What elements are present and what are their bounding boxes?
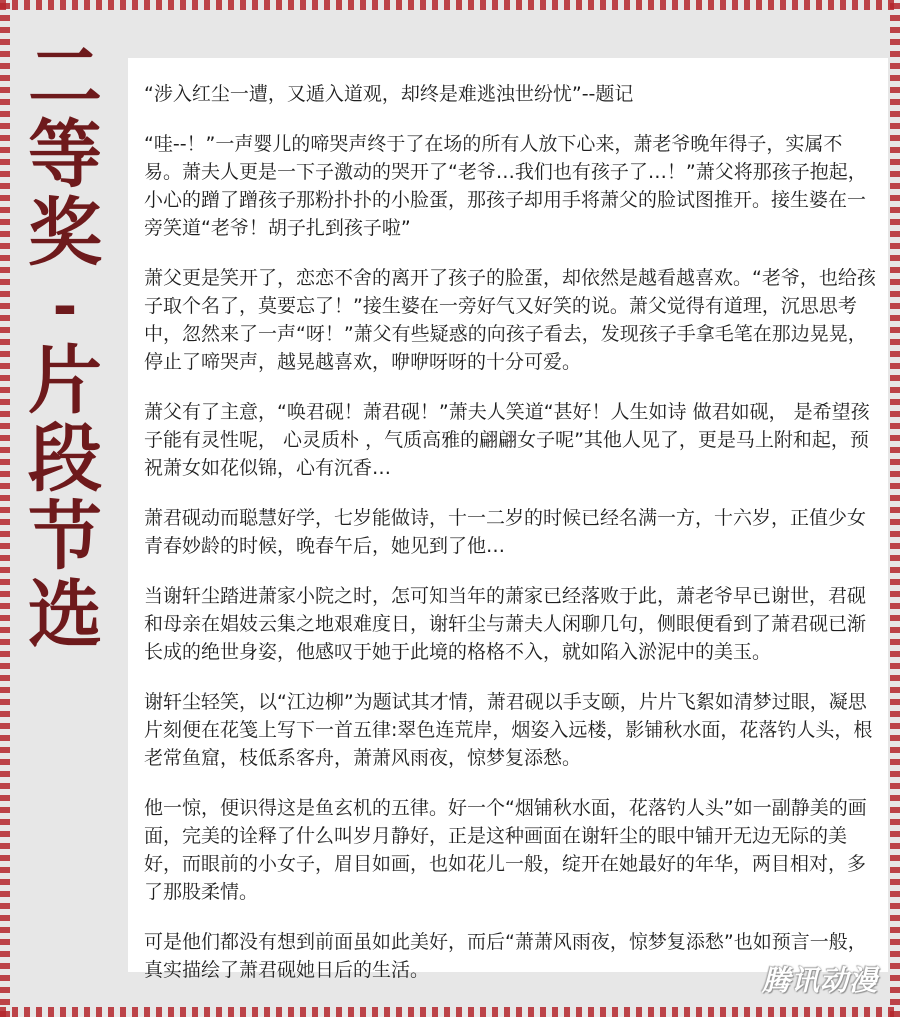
decorative-border-right: [890, 0, 900, 1017]
paragraph: 他一惊，便识得这是鱼玄机的五律。好一个“烟铺秋水面，花落钓人头”如一副静美的画面，完美的诠释了什么叫岁月静好，正是这种画面在谢轩尘的眼中铺开无边无际的美好，而眼前的小女子，眉目如画，也如花儿一般，绽开在她最好的年华，两目相对，多了那股柔情。: [144, 797, 867, 903]
epigraph: “涉入红尘一遭，又遁入道观，却终是难逃浊世纷忧”--题记: [144, 83, 634, 105]
decorative-border-left: [0, 0, 10, 1017]
title-char: 选: [28, 572, 102, 658]
vertical-title: [22, 34, 108, 658]
title-char: 片: [28, 338, 102, 424]
title-char: -: [52, 272, 78, 342]
title-char: 等: [28, 112, 102, 198]
watermark-logo: 腾讯动漫: [761, 964, 878, 997]
paragraph: 萧父更是笑开了，恋恋不舍的离开了孩子的脸蛋，却依然是越看越喜欢。“老爷，也给孩子取个名了，莫要忘了！”接生婆在一旁好气又好笑的说。萧父觉得有道理，沉思思考中，忽然来了一声“呀！”萧父有些疑惑的向孩子看去，发现孩子手拿毛笔在那边晃晃，停止了啼哭声，越晃越喜欢，咿咿呀呀的十分可爱。: [144, 267, 876, 373]
paragraph: 可是他们都没有想到前面虽如此美好，而后“萧萧风雨夜，惊梦复添愁”也如预言一般，真实描绘了萧君砚她日后的生活。: [144, 931, 867, 981]
title-char: 二: [28, 34, 102, 120]
paragraph: 当谢轩尘踏进萧家小院之时，怎可知当年的萧家已经落败于此，萧老爷早已谢世，君砚和母亲在娼妓云集之地艰难度日，谢轩尘与萧夫人闲聊几句，侧眼便看到了萧君砚已渐长成的绝世身姿，他感叹于她于此境的格格不入，就如陷入淤泥中的美玉。: [144, 585, 867, 663]
title-char: 段: [28, 416, 102, 502]
decorative-border-top: [0, 0, 900, 10]
title-char: 节: [28, 494, 102, 580]
paragraph: 萧父有了主意，“唤君砚！萧君砚！”萧夫人笑道“甚好！人生如诗 做君如砚， 是希望孩子能有灵性呢， 心灵质朴 ，气质高雅的翩翩女子呢”其他人见了，更是马上附和起，预祝萧女如花似锦，心有沉香…: [144, 401, 870, 479]
paragraph: “哇--！”一声婴儿的啼哭声终于了在场的所有人放下心来，萧老爷晚年得子，实属不易。萧夫人更是一下子激动的哭开了“老爷…我们也有孩子了…！”萧父将那孩子抱起，小心的蹭了蹭孩子那粉扑扑的小脸蛋，那孩子却用手将萧父的脸试图推开。接生婆在一旁笑道“老爷！胡子扎到孩子啦”: [144, 133, 867, 239]
story-text: [144, 80, 879, 1006]
paragraph: 谢轩尘轻笑，以“江边柳”为题试其才情，萧君砚以手支颐，片片飞絮如清梦过眼，凝思片刻便在花笺上写下一首五律:翠色连荒岸，烟姿入远楼，影铺秋水面，花落钓人头，根老常鱼窟，枝低系客舟，萧萧风雨夜，惊梦复添愁。: [144, 691, 873, 769]
decorative-border-bottom: [0, 1007, 900, 1017]
paragraph: 萧君砚动而聪慧好学，七岁能做诗，十一二岁的时候已经名满一方，十六岁，正值少女青春妙龄的时候，晚春午后，她见到了他…: [144, 507, 867, 557]
title-char: 奖: [28, 190, 102, 276]
